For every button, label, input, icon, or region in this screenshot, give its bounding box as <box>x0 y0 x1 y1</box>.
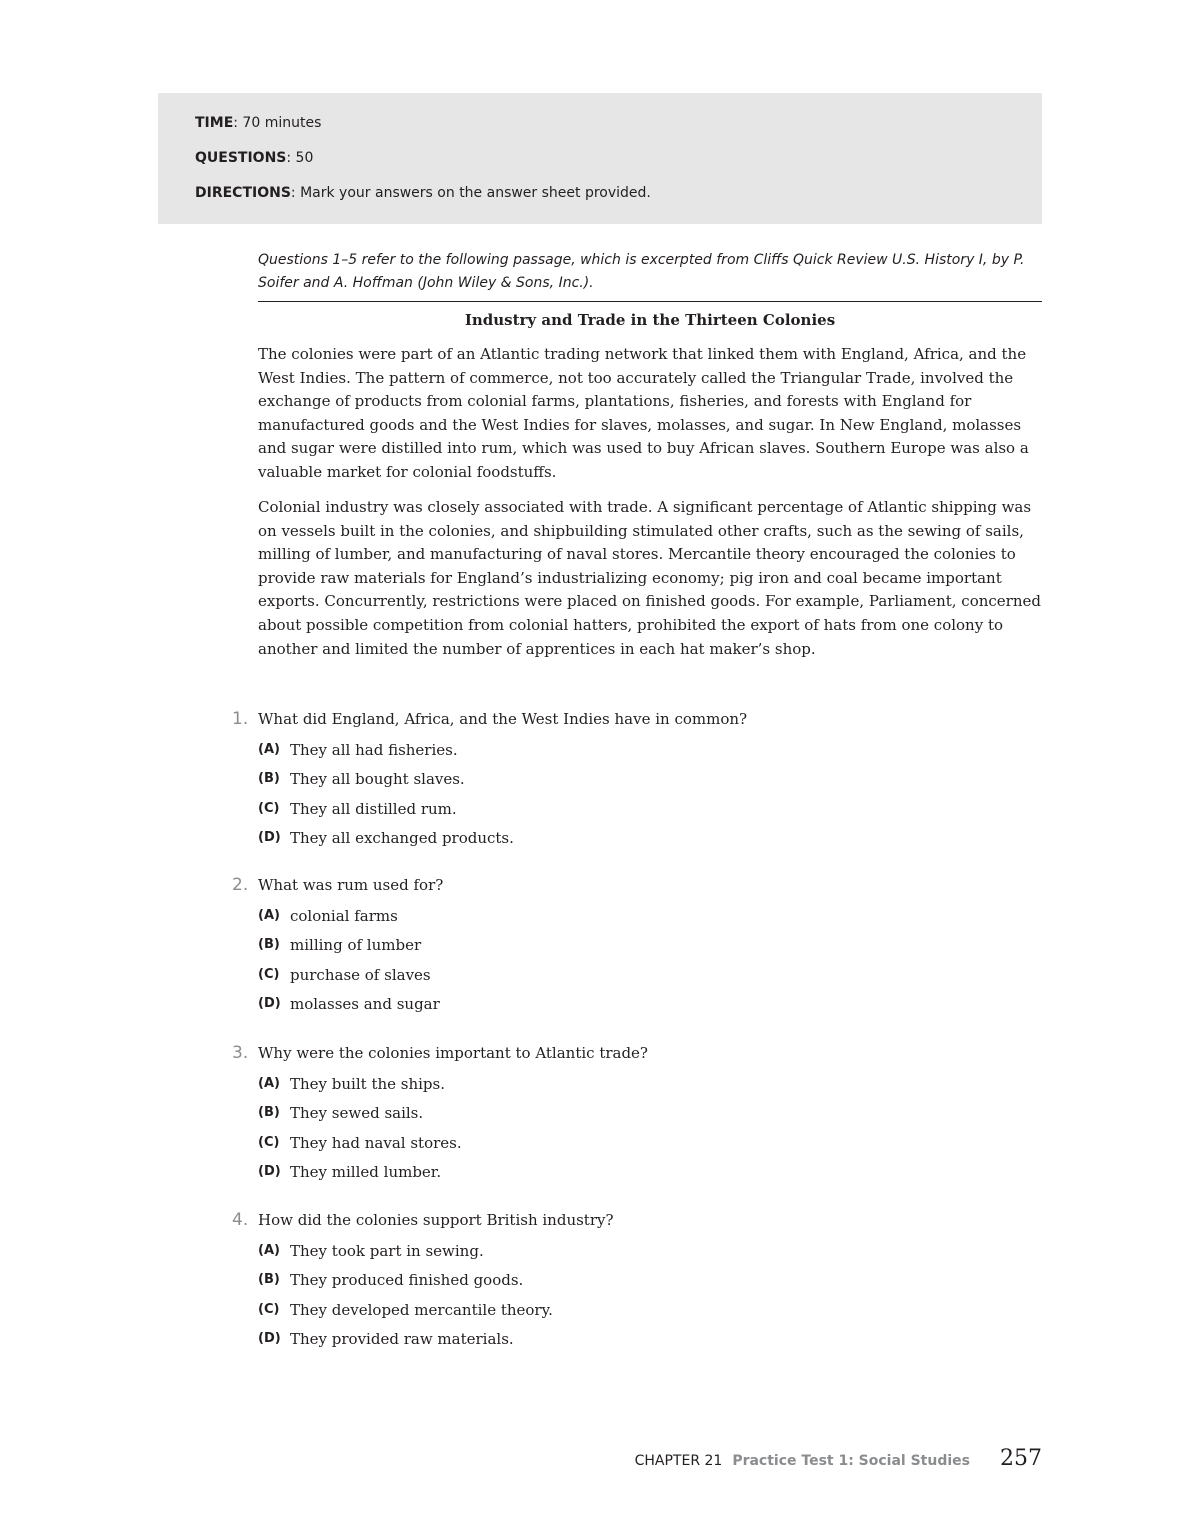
answer-choice[interactable] <box>232 767 1042 796</box>
choice-text: They developed mercantile theory. <box>290 1300 553 1319</box>
answer-choice[interactable] <box>232 1131 1042 1160</box>
choice-letter: (C) <box>258 1301 280 1317</box>
question-2 <box>232 872 1042 1021</box>
choice-text: colonial farms <box>290 907 398 925</box>
choice-letter: (D) <box>258 829 281 845</box>
question-stem <box>232 1040 1042 1066</box>
choice-letter: (D) <box>258 1330 281 1346</box>
choice-letter: (A) <box>258 1076 280 1091</box>
choice-letter: (C) <box>258 800 280 816</box>
footer-title: Practice Test 1: Social Studies <box>732 1453 970 1469</box>
choice-text: They provided raw materials. <box>290 1329 514 1348</box>
passage-intro: Questions 1–5 refer to the following passage, which is excerpted from Cliffs Quick Review U.S. History I, by P. Soifer and A. Hoffman (John Wiley & Sons, Inc.). <box>258 252 1025 291</box>
question-text: What did England, Africa, and the West Indies have in common? <box>258 710 748 728</box>
question-stem <box>232 706 1042 732</box>
question-stem <box>232 1207 1042 1233</box>
choice-text: molasses and sugar <box>290 994 440 1013</box>
answer-choice[interactable] <box>232 933 1042 962</box>
question-number: 3. <box>232 1043 249 1063</box>
choice-text: They all distilled rum. <box>290 799 457 818</box>
questions-label: QUESTIONS <box>195 150 287 166</box>
passage-paragraph: The colonies were part of an Atlantic trading network that linked them with England, Africa, and the West Indies. The pattern of commerce, not too accurately called the Triangular Trade, involved the exchange of products from colonial farms, plantations, fisheries, and forests with England for manufactured goods and the West Indies for slaves, molasses, and sugar. In New England, molasses and sugar were distilled into rum, which was used to buy African slaves. Southern Europe was also a valuable market for colonial foodstuffs. <box>258 345 1029 481</box>
passage-title: Industry and Trade in the Thirteen Colonies <box>464 311 836 329</box>
time-label: TIME <box>195 115 234 131</box>
choice-letter: (A) <box>258 1243 280 1258</box>
question-stem <box>232 872 1042 898</box>
questions-value: : 50 <box>286 150 314 166</box>
question-text: What was rum used for? <box>258 876 444 894</box>
question-number: 1. <box>232 709 249 729</box>
choice-text: milling of lumber <box>290 936 422 955</box>
answer-choice[interactable] <box>232 826 1042 855</box>
question-number: 4. <box>232 1210 249 1230</box>
question-4 <box>232 1207 1042 1356</box>
choice-letter: (D) <box>258 1163 281 1179</box>
answer-choice[interactable] <box>232 738 1042 767</box>
choice-letter: (B) <box>258 771 280 787</box>
choice-letter: (D) <box>258 995 281 1011</box>
page-number: 257 <box>1000 1446 1042 1471</box>
answer-choice[interactable] <box>232 1101 1042 1130</box>
question-1 <box>232 706 1042 855</box>
choice-text: purchase of slaves <box>290 965 431 984</box>
choice-letter: (B) <box>258 937 280 953</box>
question-number: 2. <box>232 875 249 895</box>
choice-text: They all had fisheries. <box>290 741 458 759</box>
question-text: Why were the colonies important to Atlantic trade? <box>258 1044 648 1062</box>
answer-choice[interactable] <box>232 992 1042 1021</box>
choice-letter: (A) <box>258 742 280 757</box>
questions-line <box>195 150 313 166</box>
choice-letter: (C) <box>258 1134 280 1150</box>
choice-letter: (B) <box>258 1272 280 1288</box>
answer-choice[interactable] <box>232 1298 1042 1327</box>
answer-choices <box>232 1239 1042 1356</box>
directions-line <box>195 185 651 201</box>
choice-text: They all exchanged products. <box>290 828 514 847</box>
answer-choice[interactable] <box>232 1239 1042 1268</box>
choice-text: They built the ships. <box>290 1075 445 1093</box>
divider <box>258 301 1042 302</box>
answer-choice[interactable] <box>232 1072 1042 1101</box>
answer-choice[interactable] <box>232 1268 1042 1297</box>
directions-value: : Mark your answers on the answer sheet provided. <box>290 185 651 201</box>
choice-text: They took part in sewing. <box>290 1242 484 1260</box>
time-value: : 70 minutes <box>233 115 322 131</box>
choice-text: They all bought slaves. <box>290 770 465 789</box>
choice-letter: (C) <box>258 966 280 982</box>
question-text: How did the colonies support British industry? <box>258 1211 614 1229</box>
answer-choices <box>232 738 1042 855</box>
test-info-box <box>158 93 1042 224</box>
answer-choice[interactable] <box>232 963 1042 992</box>
question-3 <box>232 1040 1042 1189</box>
passage-paragraph: Colonial industry was closely associated with trade. A significant percentage of Atlantic shipping was on vessels built in the colonies, and shipbuilding stimulated other crafts, such as the sewing of sails, milling of lumber, and manufacturing of naval stores. Mercantile theory encouraged the colonies to provide raw materials for England’s industrializing economy; pig iron and coal became important exports. Concurrently, restrictions were placed on finished goods. For example, Parliament, concerned about possible competition from colonial hatters, prohibited the export of hats from one colony to another and limited the number of apprentices in each hat maker’s shop. <box>258 498 1041 658</box>
answer-choice[interactable] <box>232 1160 1042 1189</box>
choice-text: They sewed sails. <box>290 1104 424 1123</box>
choice-letter: (A) <box>258 908 280 923</box>
answer-choices <box>232 904 1042 1021</box>
choice-text: They had naval stores. <box>290 1133 462 1152</box>
time-line <box>195 115 321 131</box>
answer-choice[interactable] <box>232 904 1042 933</box>
footer-chapter: CHAPTER 21 <box>634 1453 723 1469</box>
answer-choice[interactable] <box>232 797 1042 826</box>
answer-choices <box>232 1072 1042 1189</box>
directions-label: DIRECTIONS <box>195 185 291 201</box>
choice-text: They milled lumber. <box>290 1162 442 1181</box>
answer-choice[interactable] <box>232 1327 1042 1356</box>
choice-text: They produced finished goods. <box>290 1271 524 1290</box>
page-footer <box>635 1446 1042 1476</box>
choice-letter: (B) <box>258 1105 280 1121</box>
